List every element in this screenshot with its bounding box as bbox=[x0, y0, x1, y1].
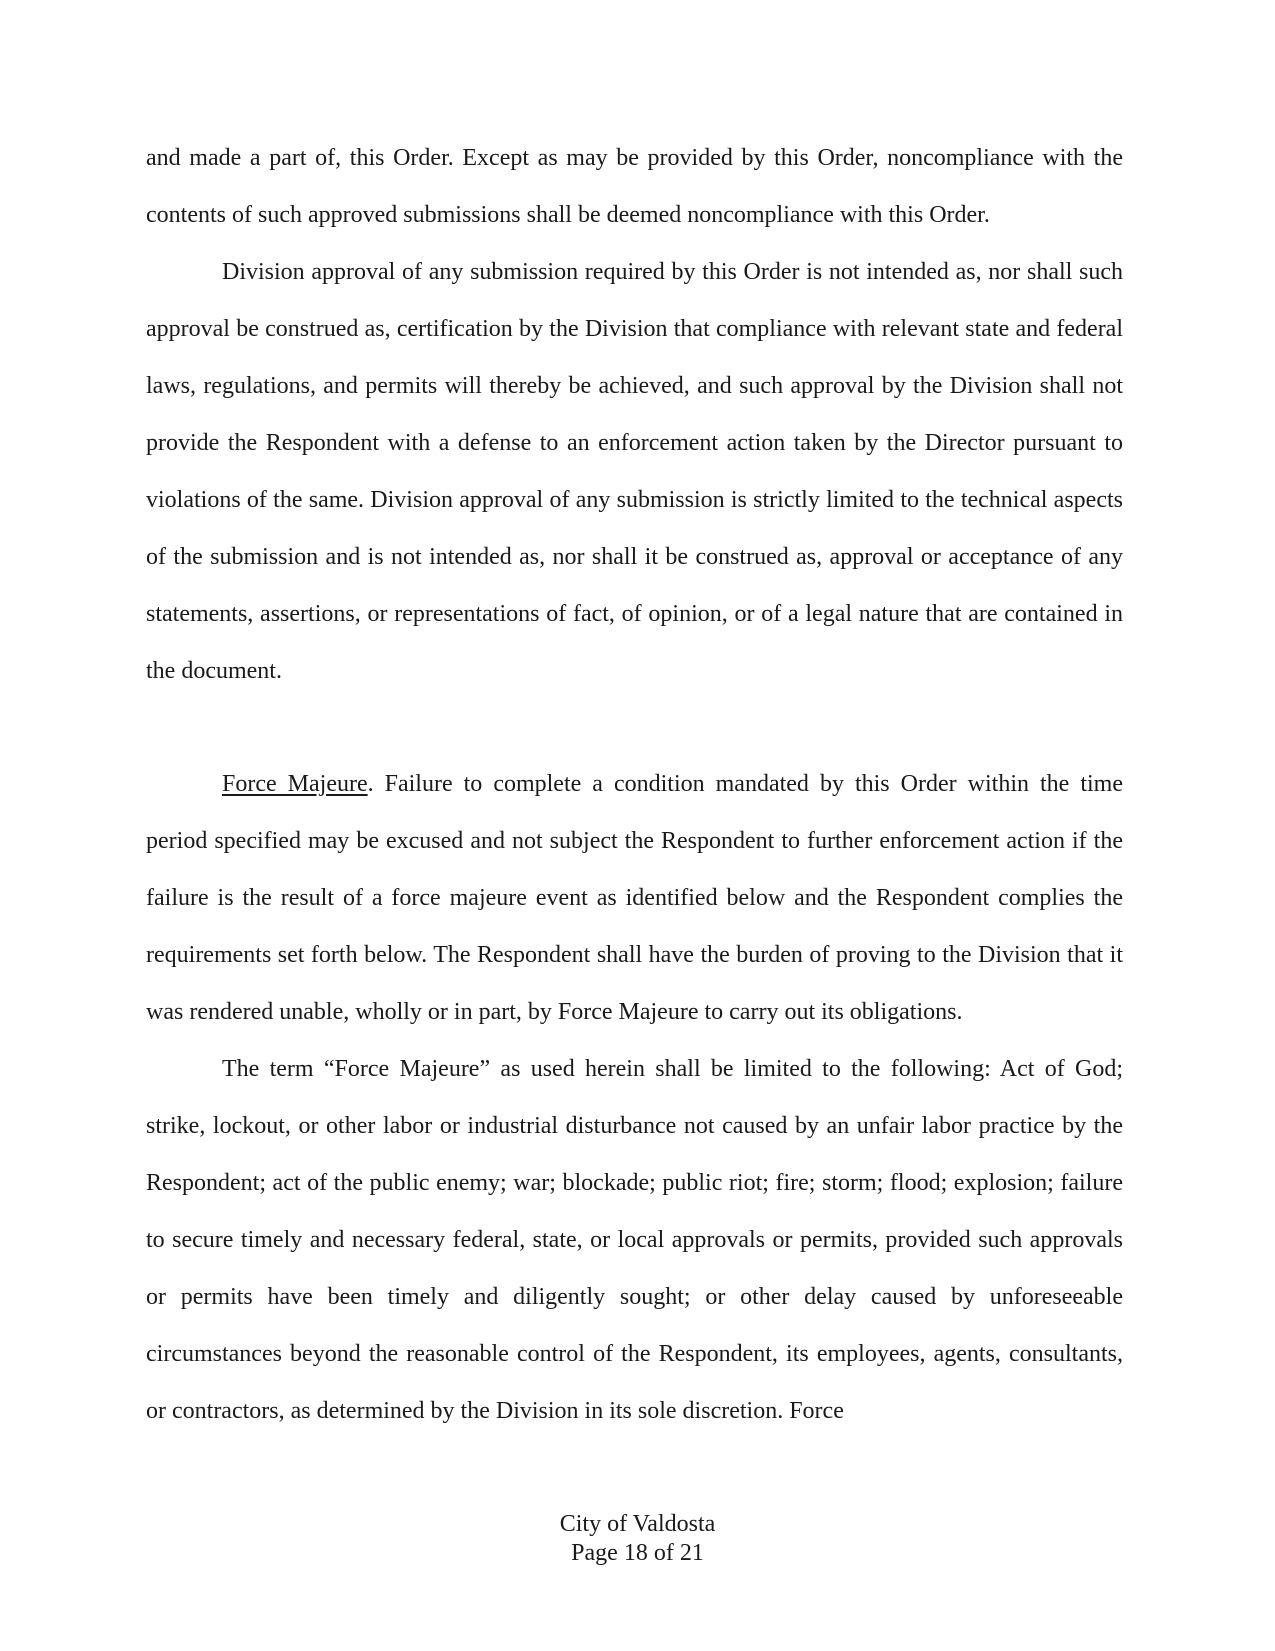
paragraph-division-approval: Division approval of any submission required by this Order is not intended as, nor shall such approval be construed as, certification by the Division that compliance with relevant state and federal laws, regulations, and permits will thereby be achieved, and such approval by the Division shall not provide the Respondent with a defense to an enforcement action taken by the Director pursuant to violations of the same. Division approval of any submission is strictly limited to the technical aspects of the submission and is not intended as, nor shall it be construed as, approval or acceptance of any statements, assertions, or representations of fact, of opinion, or of a legal nature that are contained in the document. bbox=[146, 259, 1123, 684]
paragraph-force-majeure-definition: The term “Force Majeure” as used herein shall be limited to the following: Act of God; strike, lockout, or other labor or industrial disturbance not caused by an unfair labor practice by the Respondent; act of the public enemy; war; blockade; public riot; fire; storm; flood; explosion; failure to secure timely and necessary federal, state, or local approvals or permits, provided such approvals or permits have been timely and diligently sought; or other delay caused by unforeseeable circumstances beyond the reasonable control of the Respondent, its employees, agents, consultants, or contractors, as determined by the Division in its sole discretion. Force bbox=[146, 1056, 1123, 1424]
paragraph-continuation: and made a part of, this Order. Except as may be provided by this Order, noncompliance with the contents of such approved submissions shall be deemed noncompliance with this Order. bbox=[146, 145, 1123, 228]
footer-page-number: Page 18 of 21 bbox=[571, 1540, 704, 1566]
body-text-force-majeure bbox=[146, 756, 1123, 1440]
page-footer bbox=[0, 1510, 1275, 1568]
section-heading-force-majeure: Force Majeure bbox=[222, 771, 368, 797]
force-majeure-text: . Failure to complete a condition mandated by this Order within the time period specified may be excused and not subject the Respondent to further enforcement action if the failure is the result of a force majeure event as identified below and the Respondent complies the requirements set forth below. The Respondent shall have the burden of proving to the Division that it was rendered unable, wholly or in part, by Force Majeure to carry out its obligations. bbox=[146, 771, 1123, 1025]
body-text-top bbox=[146, 130, 1123, 700]
footer-entity: City of Valdosta bbox=[559, 1511, 716, 1537]
paragraph-force-majeure bbox=[146, 756, 1123, 1041]
